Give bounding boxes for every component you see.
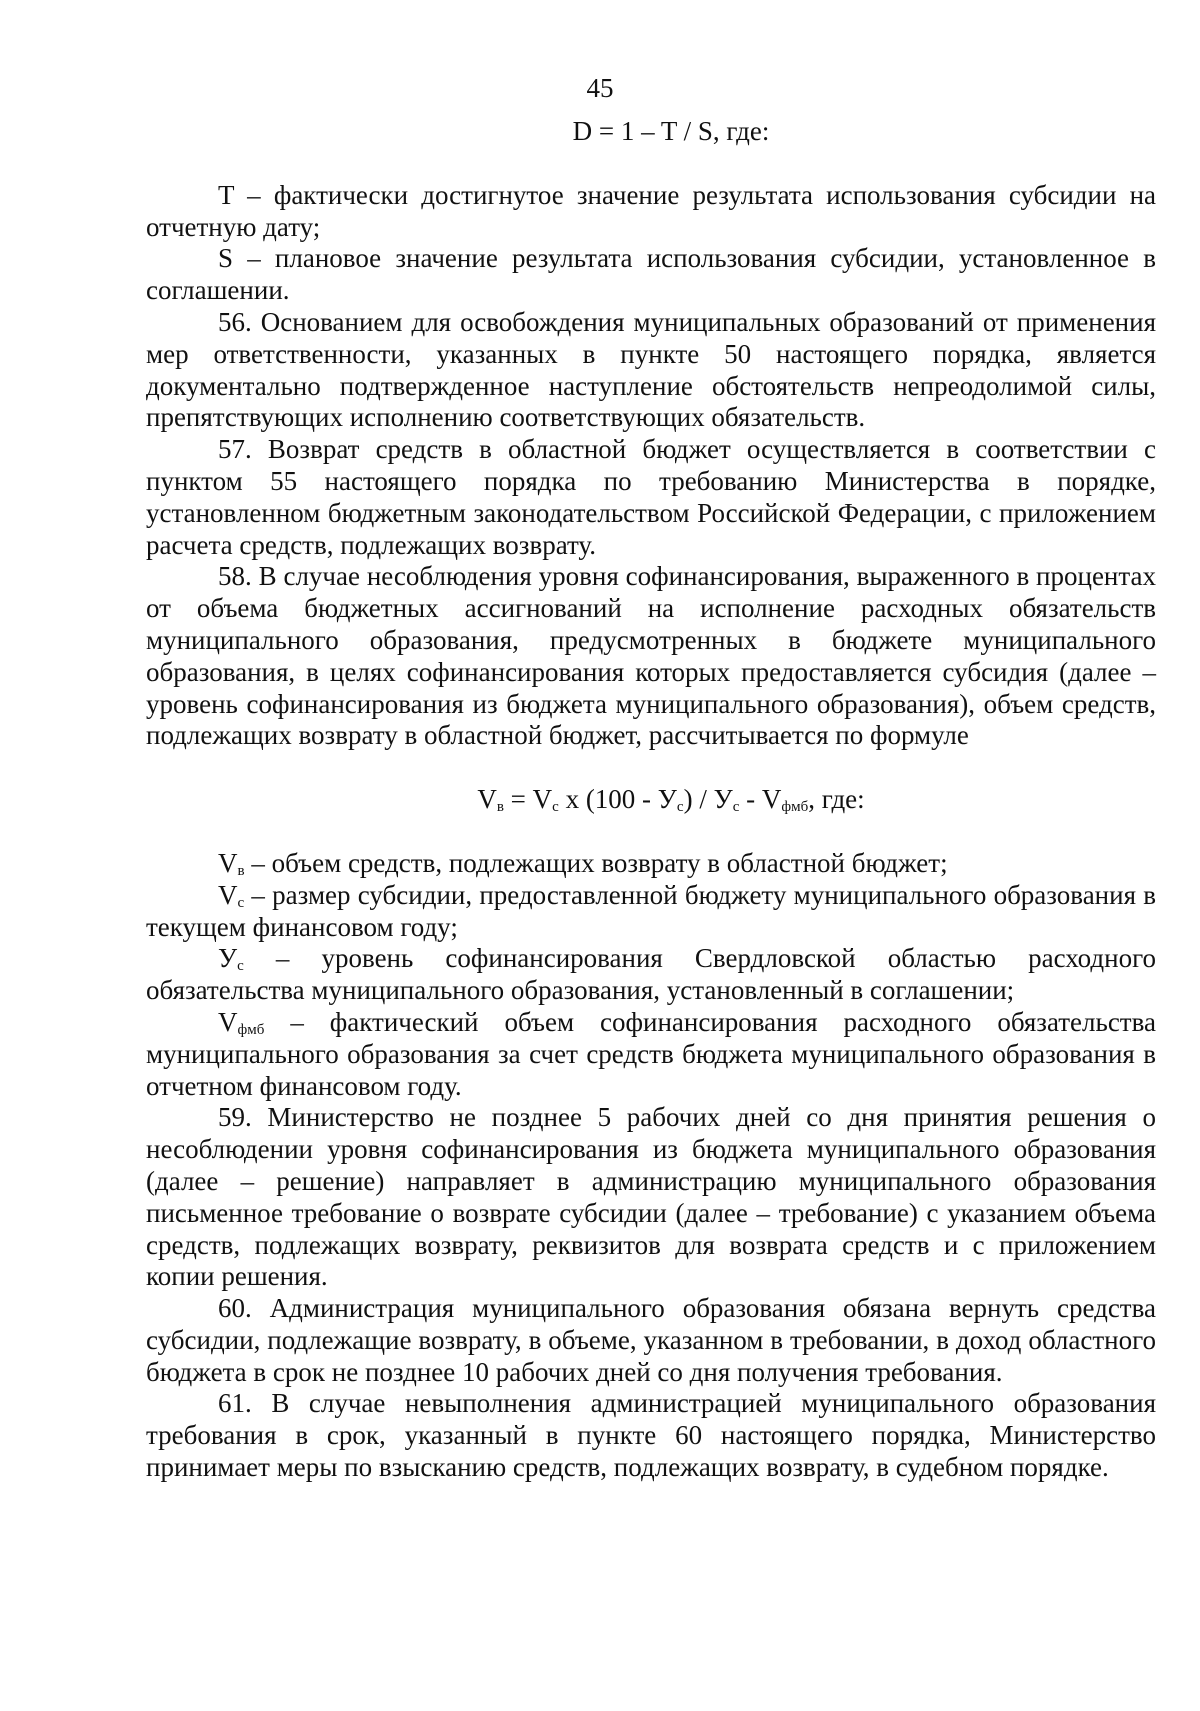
formula-text: = V [503, 784, 553, 815]
variable-symbol: У [218, 943, 238, 974]
variable-symbol: V [218, 847, 238, 878]
variable-subscript: с [237, 894, 245, 911]
formula-text: , где: [808, 784, 865, 815]
definition-s: S – плановое значение результата использования субсидии, установленное в соглашении. [146, 243, 1156, 306]
definition-text: – уровень софинансирования Свердловской областью расходного обязательства муниципального образования, установленный в соглашении; [146, 943, 1156, 1006]
formula-subscript: с [676, 799, 684, 816]
formula-subscript: с [732, 799, 740, 816]
definition-text: – фактический объем софинансирования расходного обязательства муниципального образования за счет средств бюджета муниципального образования в отчетном финансовом году. [146, 1006, 1156, 1101]
paragraph-61: 61. В случае невыполнения администрацией муниципального образования требования в срок, указанный в пункте 60 настоящего порядка, Министерство принимает меры по взысканию средств, подлежащих возврату, в судебном порядке. [146, 1388, 1156, 1483]
document-body [146, 116, 1156, 1484]
definition-text: – объем средств, подлежащих возврату в областной бюджет; [244, 847, 948, 878]
variable-subscript: фмб [237, 1021, 265, 1038]
definition-vfmb [146, 1007, 1156, 1102]
definition-t: T – фактически достигнутое значение результата использования субсидии на отчетную дату; [146, 179, 1156, 242]
formula-subscript: в [496, 799, 504, 816]
formula-subscript: фмб [781, 799, 809, 816]
definition-uc [146, 943, 1156, 1007]
formula-d: D = 1 – T / S, где: [572, 116, 770, 146]
variable-subscript: с [237, 958, 244, 975]
formula-subscript: с [552, 799, 559, 816]
formula-text: - V [739, 784, 782, 815]
paragraph-59: 59. Министерство не позднее 5 рабочих дней со дня принятия решения о несоблюдении уровня софинансирования из бюджета муниципального образования (далее – решение) направляет в администрацию муниципального образования письменное требование о возврате субсидии (далее – требование) с указанием объема средств, подлежащих возврату, реквизитов для возврата средств и с приложением копии решения. [146, 1102, 1156, 1292]
variable-symbol: V [218, 879, 238, 910]
formula-text: х (100 - У [558, 784, 677, 815]
definition-text: – размер субсидии, предоставленной бюджету муниципального образования в текущем финансовом году; [146, 879, 1156, 942]
definition-vv [146, 848, 1156, 880]
variable-subscript: в [237, 862, 245, 879]
paragraph-57: 57. Возврат средств в областной бюджет осуществляется в соответствии с пунктом 55 настоящего порядка по требованию Министерства в порядке, установленном бюджетным законодательством Российской Федерации, с приложением расчета средств, подлежащих возврату. [146, 434, 1156, 560]
definition-vc [146, 880, 1156, 944]
formula-return-volume [146, 784, 1156, 816]
paragraph-58: 58. В случае несоблюдения уровня софинансирования, выраженного в процентах от объема бюджетных ассигнований на исполнение расходных обязательств муниципального образования, предусмотренных в бюджете муниципального образования, в целях софинансирования которых предоставляется субсидия (далее – уровень софинансирования из бюджета муниципального образования), объем средств, подлежащих возврату в областной бюджет, рассчитывается по формуле [146, 561, 1156, 751]
formula-symbol: V [477, 784, 497, 815]
paragraph-60: 60. Администрация муниципального образования обязана вернуть средства субсидии, подлежащие возврату, в объеме, указанном в требовании, в доход областного бюджета в срок не позднее 10 рабочих дней со дня получения требования. [146, 1293, 1156, 1387]
formula-text: ) / У [683, 784, 733, 815]
variable-symbol: V [218, 1006, 238, 1037]
page-number: 45 [586, 73, 614, 103]
paragraph-56: 56. Основанием для освобождения муниципальных образований от применения мер ответственности, указанных в пункте 50 настоящего порядка, является документально подтвержденное наступление обстоятельств непреодолимой силы, препятствующих исполнению соответствующих обязательств. [146, 306, 1156, 433]
